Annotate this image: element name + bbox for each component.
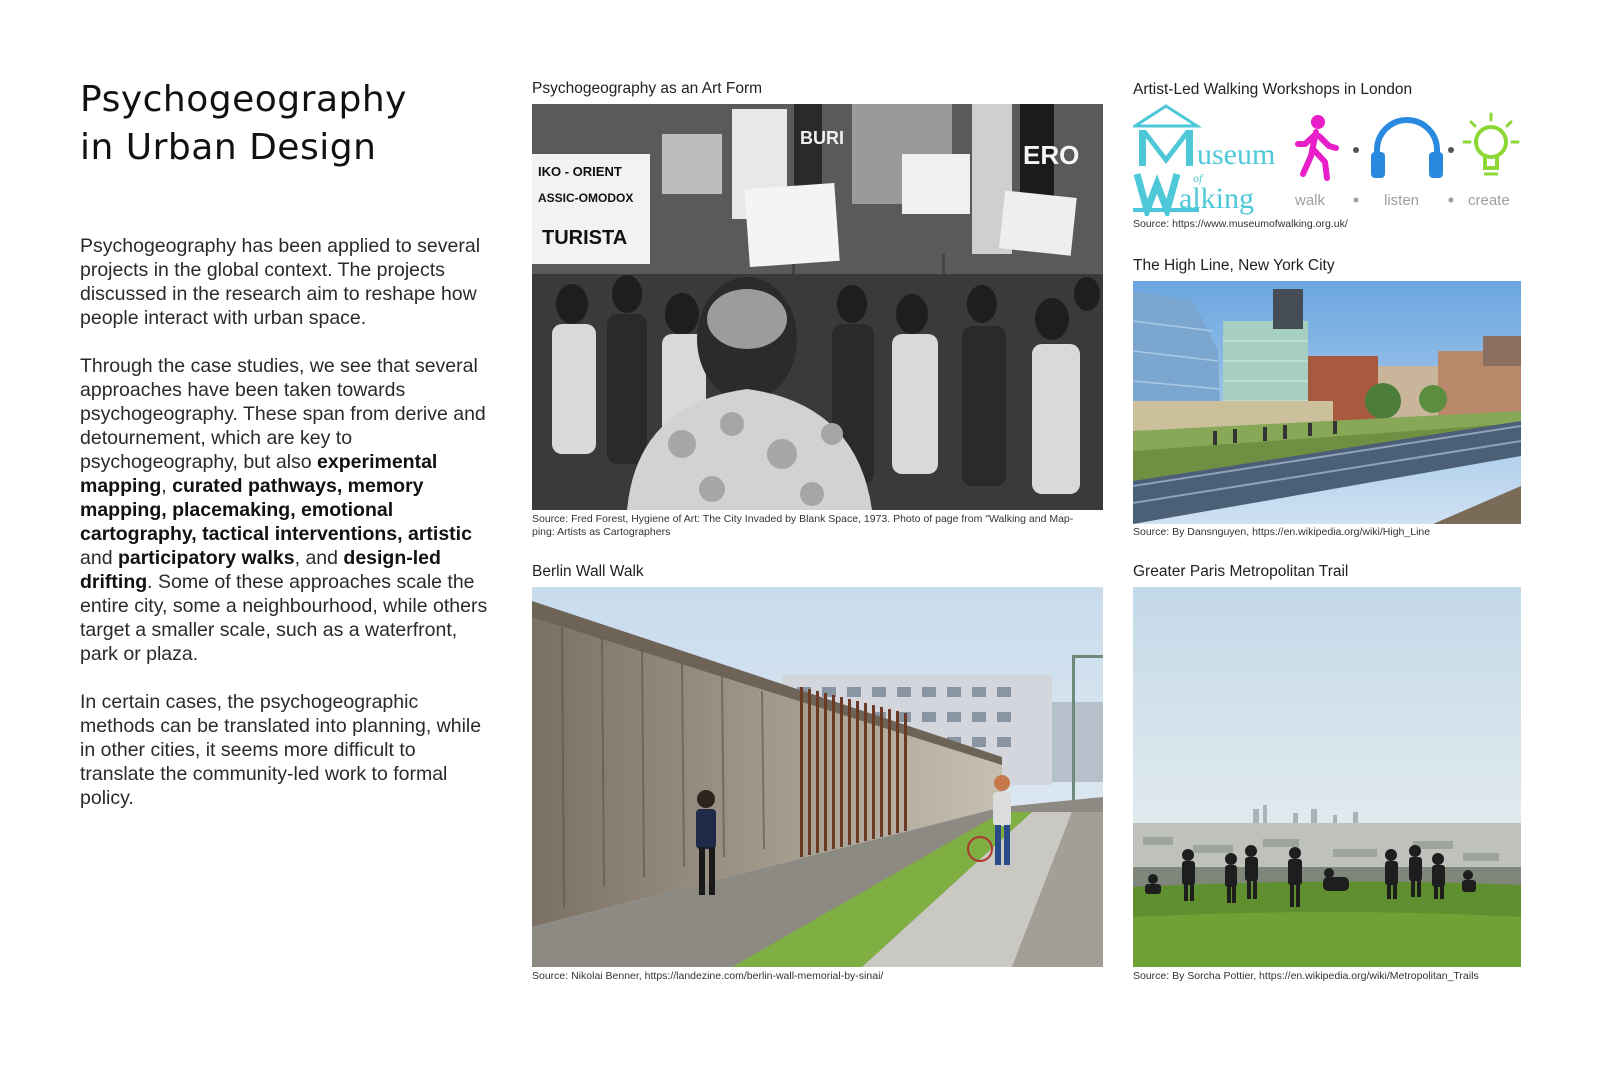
page-title xyxy=(80,76,500,172)
source-berlin-wall: Source: Nikolai Benner, https://landezine.com/berlin-wall-memorial-by-sinai/ xyxy=(532,970,884,982)
high-line-photo xyxy=(1133,281,1521,524)
source-art-form: Source: Fred Forest, Hygiene of Art: The City Invaded by Blank Space, 1973. Photo of page from "Walking and Map- ping: Artists as Cartographers xyxy=(532,513,1074,538)
logo-word-museum: useum xyxy=(1197,138,1276,171)
highlight-experimental-mapping: experimental mapping xyxy=(80,451,438,497)
source-paris-trail: Source: By Sorcha Pottier, https://en.wikipedia.org/wiki/Metropolitan_Trails xyxy=(1133,970,1479,982)
logo-word-walking: alking xyxy=(1179,182,1254,215)
paragraph-approaches: Through the case studies, we see that several approaches have been taken towards psychogeography. These span from derive and detournement, which are key to psychogeography, but also experimental mapping, curated pathways, memory mapping, placemaking, emotional cartography, tactical interventions, artistic and participatory walks, and design-led drifting. Some of these approaches scale the entire city, some a neighbourhood, while others target a smaller scale, such as a waterfront, park or plaza. xyxy=(80,355,488,665)
paragraph-policy: In certain cases, the psychogeographic methods can be translated into planning, while in other cities, it seems more difficult to translate the community-led work to formal policy. xyxy=(80,691,482,809)
body-text xyxy=(80,234,492,834)
highlight-approaches: curated pathways, memory mapping, placemaking, emotional cartography, tactical interventions, artistic xyxy=(80,475,472,545)
sign-text-2: ASSIC-OMODOX xyxy=(538,191,634,205)
highlight-design-led-drifting: design-led drifting xyxy=(80,547,441,593)
highlight-participatory-walks: participatory walks xyxy=(117,547,295,569)
source-high-line: Source: By Dansnguyen, https://en.wikipedia.org/wiki/High_Line xyxy=(1133,526,1431,538)
caption-high-line: The High Line, New York City xyxy=(1133,257,1335,274)
paris-trail-photo xyxy=(1133,587,1521,967)
sign-text-3: TURISTA xyxy=(542,227,628,249)
caption-berlin-wall: Berlin Wall Walk xyxy=(532,563,644,580)
caption-art-form: Psychogeography as an Art Form xyxy=(532,80,763,97)
berlin-wall-photo xyxy=(532,587,1103,967)
page-title-line2: in Urban Design xyxy=(80,127,377,168)
lightbulb-icon xyxy=(1464,114,1518,174)
label-listen: listen xyxy=(1384,192,1420,209)
walk-icon xyxy=(1298,115,1336,178)
sign-text-1: IKO - ORIENT xyxy=(538,164,622,179)
caption-paris-trail: Greater Paris Metropolitan Trail xyxy=(1133,563,1349,580)
sign-text-5: ERO xyxy=(1023,140,1080,170)
paragraph-intro: Psychogeography has been applied to several projects in the global context. The projects discussed in the research aim to reshape how people interact with urban space. xyxy=(80,235,481,329)
page-title-line1: Psychogeography xyxy=(80,79,407,120)
headphones-icon xyxy=(1371,120,1443,178)
protest-photo xyxy=(532,104,1103,510)
label-create: create xyxy=(1468,192,1510,209)
sign-text-4: BURI xyxy=(800,128,844,148)
source-museum-of-walking: Source: https://www.museumofwalking.org.uk/ xyxy=(1133,218,1348,230)
label-walk: walk xyxy=(1295,192,1326,209)
caption-walking-workshops: Artist-Led Walking Workshops in London xyxy=(1133,81,1413,98)
logo-word-of: of xyxy=(1193,171,1203,185)
museum-of-walking-logo xyxy=(1133,104,1523,216)
